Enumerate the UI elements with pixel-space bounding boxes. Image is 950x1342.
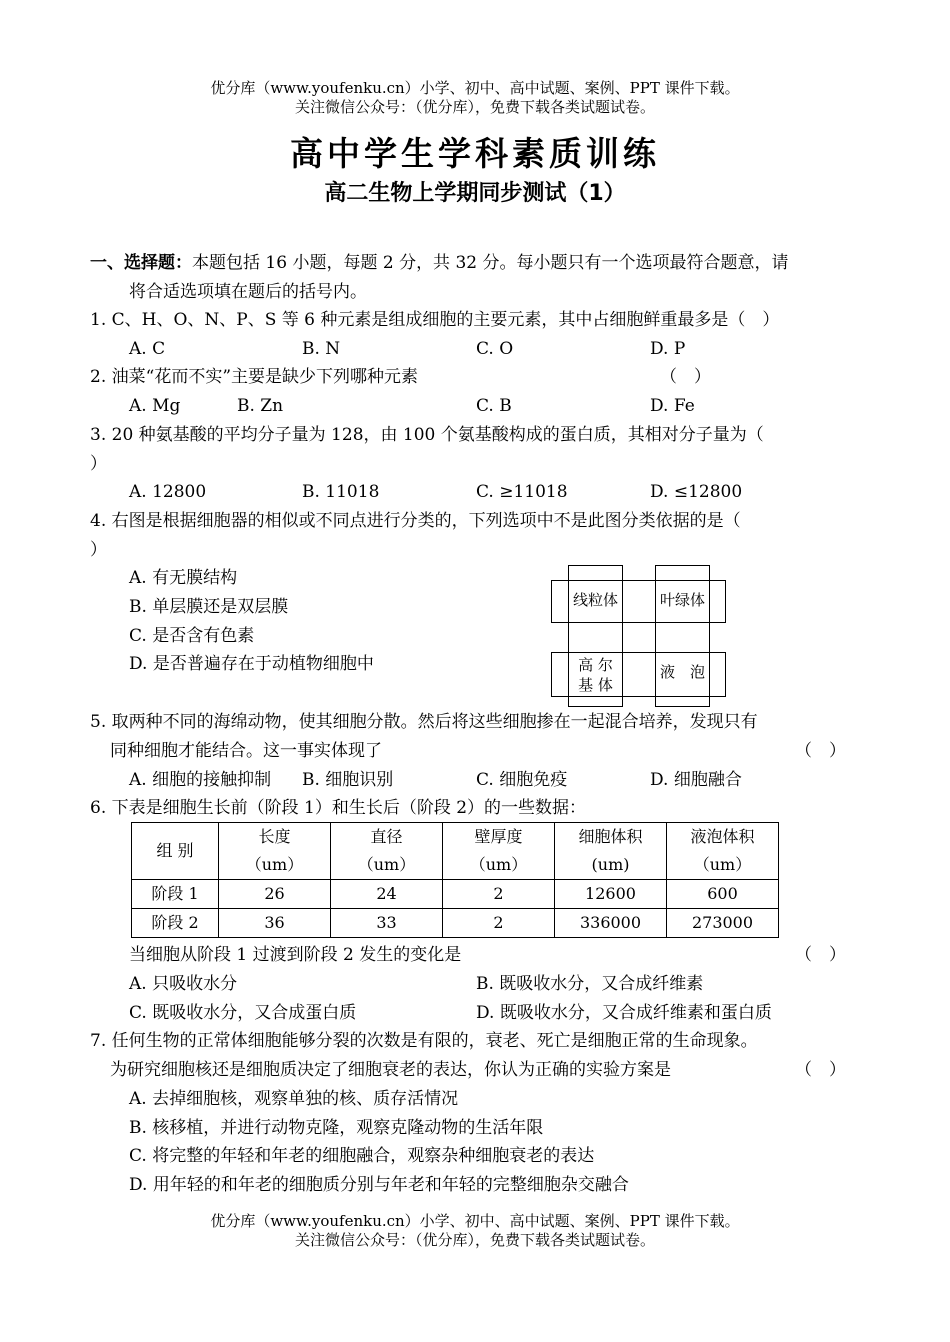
q2-option-c: C. B xyxy=(476,396,512,416)
section-label: 一、选择题： xyxy=(90,253,192,273)
q4-stem-end: ） xyxy=(90,540,107,560)
q6-question: 当细胞从阶段 1 过渡到阶段 2 发生的变化是 xyxy=(129,945,462,965)
q5-stem: 5. 取两种不同的海绵动物，使其细胞分散。然后将这些细胞掺在一起混合培养，发现只有 xyxy=(90,712,758,732)
table-cell: 2 xyxy=(443,909,555,938)
footer-line-2: 关注微信公众号：（优分库），免费下载各类试题试卷。 xyxy=(294,1231,655,1249)
q3-option-c: C. ≥11018 xyxy=(476,482,568,502)
mitochondria-label: 线粒体 xyxy=(572,591,618,609)
q6-option-a: A. 只吸收水分 xyxy=(129,974,238,994)
cell-growth-table xyxy=(131,822,779,938)
table-header-group: 组 别 xyxy=(132,823,219,880)
q2-option-d: D. Fe xyxy=(650,396,695,416)
table-cell: 26 xyxy=(219,880,331,909)
q2-option-b: B. Zn xyxy=(237,396,284,416)
table-header-row xyxy=(132,823,779,880)
header-line-2: 关注微信公众号：（优分库），免费下载各类试题试卷。 xyxy=(294,98,655,116)
table-cell: 33 xyxy=(331,909,443,938)
table-cell: 12600 xyxy=(555,880,667,909)
table-header: 长度 （um） xyxy=(219,823,331,880)
q6-answer-paren: （ ） xyxy=(795,945,846,965)
table-header: 直径 （um） xyxy=(331,823,443,880)
table-row xyxy=(132,880,779,909)
q7-answer-paren: （ ） xyxy=(795,1060,846,1080)
q6-option-c: C. 既吸收水分，又合成蛋白质 xyxy=(129,1003,357,1023)
q6-option-d: D. 既吸收水分，又合成纤维素和蛋白质 xyxy=(476,1003,772,1023)
table-row xyxy=(132,909,779,938)
q6-option-b: B. 既吸收水分，又合成纤维素 xyxy=(476,974,704,994)
table-cell: 600 xyxy=(667,880,779,909)
chloroplast-label: 叶绿体 xyxy=(659,591,705,609)
q3-option-a: A. 12800 xyxy=(129,482,207,502)
q2-answer-paren: （ ） xyxy=(660,367,711,387)
header-line-1: 优分库（www.youfenku.cn）小学、初中、高中试题、案例、PPT 课件下载。 xyxy=(210,79,740,97)
q6-stem: 6. 下表是细胞生长前（阶段 1）和生长后（阶段 2）的一些数据： xyxy=(90,798,587,818)
q2-stem: 2. 油菜“花而不实”主要是缺少下列哪种元素 xyxy=(90,367,419,387)
section-intro-text: 本题包括 16 小题，每题 2 分，共 32 分。每小题只有一个选项最符合题意，请 xyxy=(192,253,789,273)
table-row-label: 阶段 2 xyxy=(132,909,219,938)
q3-stem-end: ） xyxy=(90,454,107,474)
q5-stem-2: 同种细胞才能结合。这一事实体现了 xyxy=(110,741,382,761)
table-cell: 273000 xyxy=(667,909,779,938)
q4-option-b: B. 单层膜还是双层膜 xyxy=(129,597,289,617)
page-title: 高中学生学科素质训练 xyxy=(290,134,660,173)
section-intro xyxy=(90,252,789,274)
q1-option-c: C. O xyxy=(476,339,514,359)
table-header: 细胞体积 (um) xyxy=(555,823,667,880)
q7-option-c: C. 将完整的年轻和年老的细胞融合，观察杂种细胞衰老的表达 xyxy=(129,1146,595,1166)
table-header: 壁厚度 （um） xyxy=(443,823,555,880)
q1-option-d: D. P xyxy=(650,339,686,359)
table-cell: 2 xyxy=(443,880,555,909)
q2-option-a: A. Mg xyxy=(129,396,181,416)
q4-option-c: C. 是否含有色素 xyxy=(129,626,255,646)
q5-option-c: C. 细胞免疫 xyxy=(476,770,568,790)
q4-option-d: D. 是否普遍存在于动植物细胞中 xyxy=(129,654,374,674)
q4-stem: 4. 右图是根据细胞器的相似或不同点进行分类的，下列选项中不是此图分类依据的是（ xyxy=(90,511,741,531)
golgi-label-1: 高 尔 xyxy=(578,656,613,674)
q3-option-b: B. 11018 xyxy=(302,482,380,502)
vacuole-label: 液 泡 xyxy=(659,663,705,681)
q4-option-a: A. 有无膜结构 xyxy=(129,568,238,588)
q1-stem: 1. C、H、O、N、P、S 等 6 种元素是组成细胞的主要元素，其中占细胞鲜重最多是（ ） xyxy=(90,310,780,330)
q5-option-a: A. 细胞的接触抑制 xyxy=(129,770,272,790)
golgi-label-2: 基 体 xyxy=(578,676,613,694)
q7-stem-2: 为研究细胞核还是细胞质决定了细胞衰老的表达，你认为正确的实验方案是 xyxy=(110,1060,671,1080)
q5-option-d: D. 细胞融合 xyxy=(650,770,742,790)
footer-line-1: 优分库（www.youfenku.cn）小学、初中、高中试题、案例、PPT 课件下载。 xyxy=(210,1212,740,1230)
table-row-label: 阶段 1 xyxy=(132,880,219,909)
table-cell: 36 xyxy=(219,909,331,938)
section-intro-2: 将合适选项填在题后的括号内。 xyxy=(129,282,367,302)
q7-option-a: A. 去掉细胞核，观察单独的核、质存活情况 xyxy=(129,1089,459,1109)
q5-answer-paren: （ ） xyxy=(795,741,846,761)
table-cell: 336000 xyxy=(555,909,667,938)
q5-option-b: B. 细胞识别 xyxy=(302,770,394,790)
q7-option-b: B. 核移植，并进行动物克隆，观察克隆动物的生活年限 xyxy=(129,1118,544,1138)
q1-option-b: B. N xyxy=(302,339,341,359)
q3-stem: 3. 20 种氨基酸的平均分子量为 128，由 100 个氨基酸构成的蛋白质，其相对分子量为（ xyxy=(90,425,764,445)
page-subtitle: 高二生物上学期同步测试（1） xyxy=(324,181,626,206)
q7-stem: 7. 任何生物的正常体细胞能够分裂的次数是有限的，衰老、死亡是细胞正常的生命现象。 xyxy=(90,1031,758,1051)
q1-option-a: A. C xyxy=(129,339,166,359)
table-cell: 24 xyxy=(331,880,443,909)
table-header: 液泡体积 （um） xyxy=(667,823,779,880)
q7-option-d: D. 用年轻的和年老的细胞质分别与年老和年轻的完整细胞杂交融合 xyxy=(129,1175,629,1195)
q3-option-d: D. ≤12800 xyxy=(650,482,743,502)
